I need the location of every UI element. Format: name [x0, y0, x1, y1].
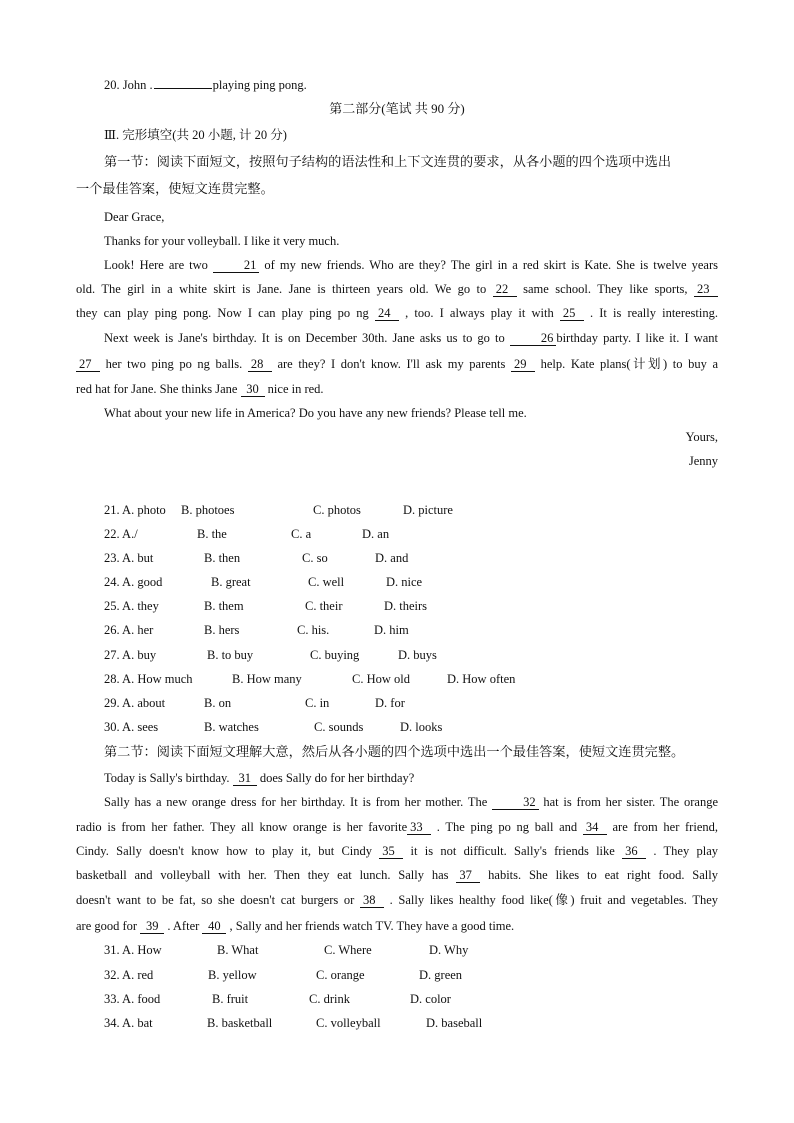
option-choice[interactable]: C. their [305, 599, 343, 613]
option-choice[interactable]: D. buys [398, 648, 437, 662]
option-choice[interactable]: D. looks [400, 720, 443, 734]
option-choice[interactable]: D. How often [447, 672, 516, 686]
option-choice[interactable]: C. buying [310, 648, 360, 662]
letter-line: Next week is Jane's birthday. It is on December 30th. Jane asks us to go to 26 birthday party. I like it. I want [104, 331, 718, 345]
letter-line: they can play ping pong. Now I can play ping po ng 24 , too. I always play it with 25 . It is really interesting. [76, 306, 718, 320]
letter-line: What about your new life in America? Do you have any new friends? Please tell me. [104, 406, 527, 420]
option-choice[interactable]: 22. A./ [104, 527, 138, 541]
passage-line: Cindy. Sally doesn't know how to play it, but Cindy 35 it is not difficult. Sally's friends like 36 . They play [76, 844, 719, 858]
blank-24[interactable]: 24 [375, 306, 399, 321]
question-20 [104, 76, 307, 93]
option-choice[interactable]: B. How many [232, 672, 302, 686]
blank-25[interactable]: 25 [560, 306, 584, 321]
option-choice[interactable]: B. basketball [207, 1016, 273, 1030]
section1-instruction-cont: 一个最佳答案，使短文连贯完整。 [76, 181, 274, 196]
option-choice[interactable]: 29. A. about [104, 696, 166, 710]
option-choice[interactable]: 21. A. photo [104, 503, 166, 517]
option-choice[interactable]: C. drink [309, 992, 350, 1006]
blank-26[interactable]: 26 [510, 331, 557, 346]
option-choice[interactable]: 26. A. her [104, 623, 154, 637]
q20-prefix: 20. John . [104, 78, 153, 92]
letter-closing: Yours, [685, 430, 718, 444]
option-choice[interactable]: D. and [375, 551, 409, 565]
answer-blank[interactable] [154, 76, 212, 89]
passage-line: radio is from her father. They all know orange is her favorite 33 . The ping po ng ball and 34 are from her friend, [76, 820, 718, 834]
option-choice[interactable]: C. in [305, 696, 330, 710]
option-choice[interactable]: 25. A. they [104, 599, 159, 613]
option-choice[interactable]: B. to buy [207, 648, 254, 662]
option-choice[interactable]: C. well [308, 575, 345, 589]
option-choice[interactable]: C. photos [313, 503, 361, 517]
blank-37[interactable]: 37 [456, 868, 480, 883]
option-choice[interactable]: 27. A. buy [104, 648, 157, 662]
passage-line: doesn't want to be fat, so she doesn't cat burgers or 38 . Sally likes healthy food like(像) fruit and vegetables. They [76, 893, 718, 907]
blank-23[interactable]: 23 [694, 282, 718, 297]
letter-line: Thanks for your volleyball. I like it very much. [104, 234, 340, 248]
option-choice[interactable]: C. a [291, 527, 312, 541]
option-choice[interactable]: C. orange [316, 968, 365, 982]
letter-signature: Jenny [688, 454, 718, 468]
part2-title: 第二部分(笔试 共 90 分) [329, 101, 465, 116]
blank-32[interactable]: 32 [492, 795, 539, 810]
option-choice[interactable]: D. for [375, 696, 405, 710]
blank-33[interactable]: 33 [407, 820, 431, 835]
blank-30[interactable]: 30 [241, 382, 265, 397]
option-choice[interactable]: D. theirs [384, 599, 428, 613]
letter-line: 27 her two ping po ng balls. 28 are they? I don't know. I'll ask my parents 29 help. Kate plans(计划) to buy a [76, 356, 718, 372]
option-choice[interactable]: 30. A. sees [104, 720, 159, 734]
option-choice[interactable]: D. him [374, 623, 409, 637]
option-choice[interactable]: B. fruit [212, 992, 249, 1006]
option-choice[interactable]: B. great [211, 575, 251, 589]
option-choice[interactable]: C. so [302, 551, 328, 565]
option-choice[interactable]: 23. A. but [104, 551, 154, 565]
q20-suffix: playing ping pong. [212, 78, 307, 92]
option-choice[interactable]: 34. A. bat [104, 1016, 153, 1030]
option-choice[interactable]: 31. A. How [104, 943, 162, 957]
option-choice[interactable]: D. baseball [426, 1016, 483, 1030]
blank-21[interactable]: 21 [213, 258, 260, 273]
option-choice[interactable]: B. on [204, 696, 232, 710]
letter-line: Look! Here are two 21 of my new friends. Who are they? The girl in a red skirt is Kate. She is twelve years [104, 258, 718, 272]
blank-38[interactable]: 38 [360, 893, 384, 908]
section3-title: Ⅲ. 完形填空(共 20 小题, 计 20 分) [104, 128, 287, 142]
letter-line: red hat for Jane. She thinks Jane 30 nice in red. [76, 382, 324, 396]
passage-line: basketball and volleyball with her. Then they eat lunch. Sally has 37 habits. She likes to eat right food. Sally [76, 868, 718, 882]
option-choice[interactable]: 32. A. red [104, 968, 154, 982]
passage-line: Today is Sally's birthday. 31 does Sally do for her birthday? [104, 771, 415, 785]
option-choice[interactable]: 33. A. food [104, 992, 161, 1006]
option-choice[interactable]: D. green [419, 968, 463, 982]
option-choice[interactable]: D. nice [386, 575, 423, 589]
letter-line: old. The girl in a white skirt is Jane. Jane is thirteen years old. We go to 22 same school. They like sports, 23 [76, 281, 718, 297]
option-choice[interactable]: B. hers [204, 623, 240, 637]
option-choice[interactable]: D. picture [403, 503, 453, 517]
option-choice[interactable]: B. What [217, 943, 259, 957]
option-choice[interactable]: B. photoes [181, 503, 235, 517]
letter-greeting: Dear Grace, [104, 210, 165, 224]
option-choice[interactable]: 24. A. good [104, 575, 163, 589]
option-choice[interactable]: B. the [197, 527, 227, 541]
passage-line: are good for 39 . After 40 , Sally and her friends watch TV. They have a good time. [76, 919, 515, 933]
option-choice[interactable]: C. sounds [314, 720, 364, 734]
blank-31[interactable]: 31 [233, 771, 257, 786]
passage-line: Sally has a new orange dress for her birthday. It is from her mother. The 32 hat is from her sister. The orange [104, 795, 719, 809]
section1-instruction: 第一节：阅读下面短文，按照句子结构的语法性和上下文连贯的要求，从各小题的四个选项中选出 [104, 154, 672, 169]
blank-35[interactable]: 35 [379, 844, 403, 859]
option-choice[interactable]: C. his. [297, 623, 330, 637]
blank-36[interactable]: 36 [622, 844, 646, 859]
option-choice[interactable]: C. volleyball [316, 1016, 381, 1030]
option-choice[interactable]: D. Why [429, 943, 469, 957]
blank-34[interactable]: 34 [583, 820, 607, 835]
option-choice[interactable]: D. an [362, 527, 390, 541]
option-choice[interactable]: B. yellow [208, 968, 257, 982]
blank-40[interactable]: 40 [202, 919, 226, 934]
blank-29[interactable]: 29 [511, 357, 535, 372]
option-choice[interactable]: C. Where [324, 943, 372, 957]
option-choice[interactable]: 28. A. How much [104, 672, 193, 686]
blank-39[interactable]: 39 [140, 919, 164, 934]
option-choice[interactable]: B. then [204, 551, 241, 565]
blank-28[interactable]: 28 [248, 357, 272, 372]
blank-27[interactable]: 27 [76, 357, 100, 372]
option-choice[interactable]: B. them [204, 599, 244, 613]
option-choice[interactable]: C. How old [352, 672, 410, 686]
option-choice[interactable]: D. color [410, 992, 451, 1006]
option-choice[interactable]: B. watches [204, 720, 259, 734]
blank-22[interactable]: 22 [493, 282, 517, 297]
section2-instruction: 第二节：阅读下面短文理解大意，然后从各小题的四个选项中选出一个最佳答案，使短文连贯完整。 [104, 744, 685, 759]
